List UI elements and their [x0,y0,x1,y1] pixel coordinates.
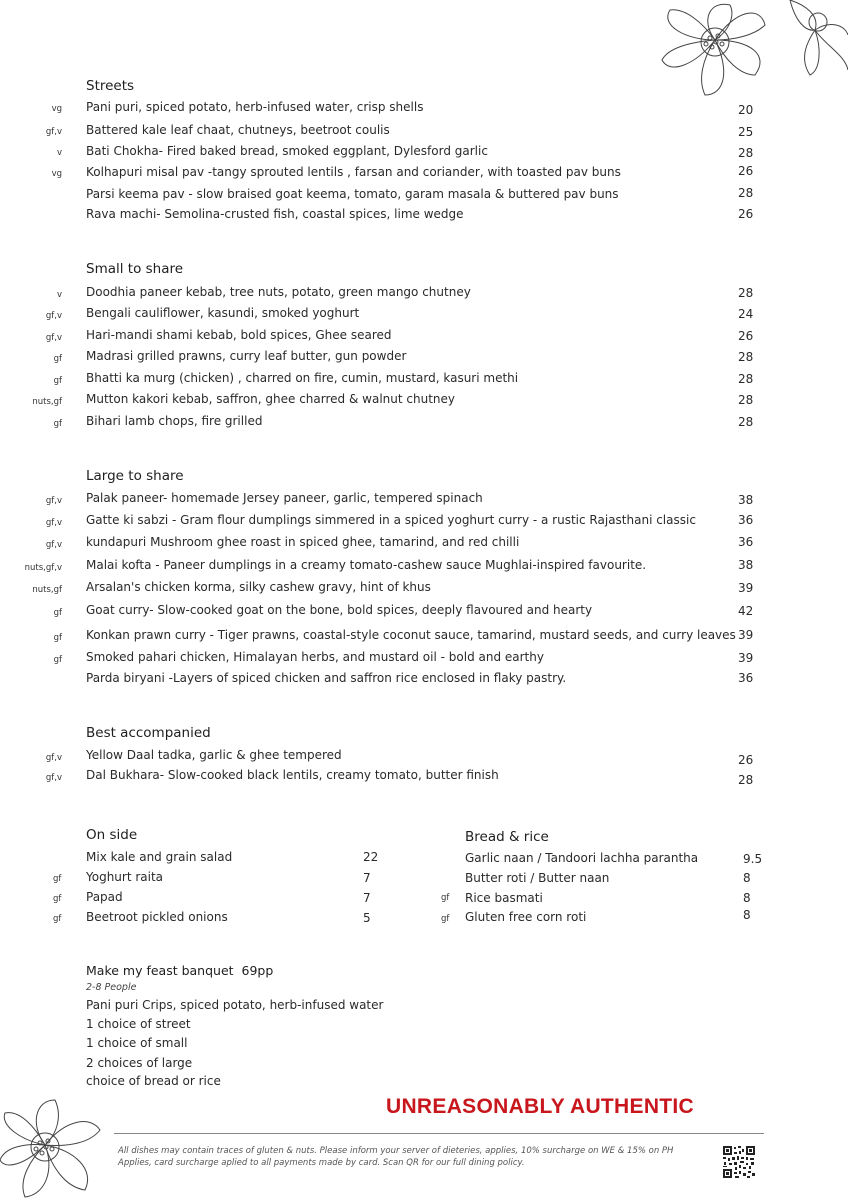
menu-item: Bhatti ka murg (chicken) , charred on fire, cumin, mustard, kasuri methi [86,371,519,385]
menu-item: Hari-mandi shami kebab, bold spices, Ghee seared [86,328,392,342]
menu-price: 26 [738,753,754,767]
diet-tag: vg [51,104,62,114]
menu-price: 24 [738,307,754,321]
diet-tag: gf,v [45,127,62,137]
menu-item: Parsi keema pav - slow braised goat keema, tomato, garam masala & buttered pav buns [86,187,619,201]
large-heading: Large to share [86,468,184,484]
menu-item: Madrasi grilled prawns, curry leaf butter, gun powder [86,349,407,363]
footer-divider [114,1133,764,1134]
diet-tag: gf [53,655,62,665]
menu-price: 7 [363,891,371,905]
diet-tag: gf,v [45,540,62,550]
diet-tag: gf,v [45,496,62,506]
menu-price: 28 [738,773,754,787]
menu-price: 28 [738,146,754,160]
menu-price: 26 [738,329,754,343]
onside-heading: On side [86,827,138,843]
menu-item: Bihari lamb chops, fire grilled [86,414,263,428]
diet-tag: gf,v [45,753,62,763]
menu-item: Kolhapuri misal pav -tangy sprouted lentils , farsan and coriander, with toasted pav buns [86,165,621,179]
diet-tag: v [56,148,62,158]
diet-tag: gf [53,874,62,884]
menu-price: 28 [738,186,754,200]
menu-item: Parda biryani -Layers of spiced chicken and saffron rice enclosed in flaky pastry. [86,671,567,685]
menu-item: Bengali cauliflower, kasundi, smoked yoghurt [86,306,360,320]
menu-item: Goat curry- Slow-cooked goat on the bone, bold spices, deeply flavoured and hearty [86,603,593,617]
accompanied-heading: Best accompanied [86,725,211,741]
menu-price: 8 [743,891,751,905]
menu-item: Battered kale leaf chaat, chutneys, beetroot coulis [86,123,390,137]
diet-tag: nuts,gf,v [24,563,62,573]
menu-price: 42 [738,604,754,618]
menu-price: 28 [738,415,754,429]
diet-tag: gf,v [45,773,62,783]
streets-heading: Streets [86,78,135,94]
diet-tag: gf [441,914,450,924]
menu-price: 28 [738,372,754,386]
menu-price: 26 [738,207,754,221]
diet-tag: gf [53,608,62,618]
banquet-people: 2-8 People [86,982,137,993]
diet-tag: nuts,gf [32,397,62,407]
diet-tag: gf [53,894,62,904]
menu-price: 25 [738,125,754,139]
menu-item: Papad [86,890,123,904]
banquet-line: 1 choice of small [86,1036,188,1050]
diet-tag: gf [53,633,62,643]
menu-price: 7 [363,871,371,885]
menu-item: Arsalan's chicken korma, silky cashew gravy, hint of khus [86,580,431,594]
diet-tag: nuts,gf [32,585,62,595]
menu-price: 8 [743,871,751,885]
diet-tag: vg [51,169,62,179]
menu-item: Yellow Daal tadka, garlic & ghee tempered [86,748,342,762]
diet-tag: gf [53,354,62,364]
menu-item: Doodhia paneer kebab, tree nuts, potato, green mango chutney [86,285,471,299]
disclaimer: All dishes may contain traces of gluten & nuts. Please inform your server of dieteries, applies, 10% surcharge on WE & 15% on PH Applies, card surcharge aplied to all payments made by card. Scan QR for our full dining policy. [118,1146,674,1168]
menu-price: 39 [738,651,754,665]
menu-item: Smoked pahari chicken, Himalayan herbs, and mustard oil - bold and earthy [86,650,544,664]
menu-item: Rice basmati [465,891,543,905]
menu-item: Yoghurt raita [86,870,164,884]
menu-price: 28 [738,393,754,407]
menu-price: 36 [738,513,754,527]
menu-item: Rava machi- Semolina-crusted fish, coastal spices, lime wedge [86,207,464,221]
banquet-line: choice of bread or rice [86,1074,221,1088]
menu-price: 36 [738,535,754,549]
diet-tag: gf [53,419,62,429]
flower-illustration-top-right [640,0,848,120]
bread-heading: Bread & rice [465,829,549,845]
menu-price: 38 [738,558,754,572]
menu-item: Mutton kakori kebab, saffron, ghee charred & walnut chutney [86,392,455,406]
banquet-line: 2 choices of large [86,1056,193,1070]
diet-tag: gf,v [45,311,62,321]
diet-tag: gf [53,376,62,386]
menu-price: 36 [738,671,754,685]
diet-tag: v [56,290,62,300]
banquet-line: 1 choice of street [86,1017,191,1031]
menu-price: 8 [743,908,751,922]
menu-item: Pani puri, spiced potato, herb-infused water, crisp shells [86,100,424,114]
menu-item: Konkan prawn curry - Tiger prawns, coastal-style coconut sauce, tamarind, mustard seeds, and curry leaves [86,628,736,642]
menu-item: Bati Chokha- Fired baked bread, smoked eggplant, Dylesford garlic [86,144,488,158]
menu-item: Dal Bukhara- Slow-cooked black lentils, creamy tomato, butter finish [86,768,499,782]
menu-item: kundapuri Mushroom ghee roast in spiced ghee, tamarind, and red chilli [86,535,520,549]
diet-tag: gf,v [45,333,62,343]
menu-price: 20 [738,103,754,117]
menu-price: 39 [738,581,754,595]
menu-item: Palak paneer- homemade Jersey paneer, garlic, tempered spinach [86,491,483,505]
menu-price: 5 [363,911,371,925]
menu-price: 38 [738,493,754,507]
menu-item: Garlic naan / Tandoori lachha parantha [465,851,699,865]
diet-tag: gf [441,893,450,903]
diet-tag: gf [53,914,62,924]
menu-item: Beetroot pickled onions [86,910,228,924]
small-heading: Small to share [86,261,184,277]
tagline: UNREASONABLY AUTHENTIC [386,1095,695,1118]
menu-price: 22 [363,850,379,864]
diet-tag: gf,v [45,518,62,528]
menu-price: 26 [738,164,754,178]
menu-price: 28 [738,350,754,364]
menu-item: Gluten free corn roti [465,910,587,924]
menu-item: Gatte ki sabzi - Gram flour dumplings simmered in a spiced yoghurt curry - a rustic Rajasthani classic [86,513,696,527]
menu-price: 28 [738,286,754,300]
menu-price: 9.5 [743,852,763,866]
flower-illustration-bottom-left [0,1075,110,1200]
menu-item: Butter roti / Butter naan [465,871,610,885]
menu-item: Mix kale and grain salad [86,850,233,864]
banquet-line: Pani puri Crips, spiced potato, herb-infused water [86,998,384,1012]
banquet-title: Make my feast banquet 69pp [86,963,274,978]
menu-price: 39 [738,628,754,642]
qr-code-icon[interactable] [722,1145,756,1179]
menu-item: Malai kofta - Paneer dumplings in a creamy tomato-cashew sauce Mughlai-inspired favourite. [86,558,647,572]
